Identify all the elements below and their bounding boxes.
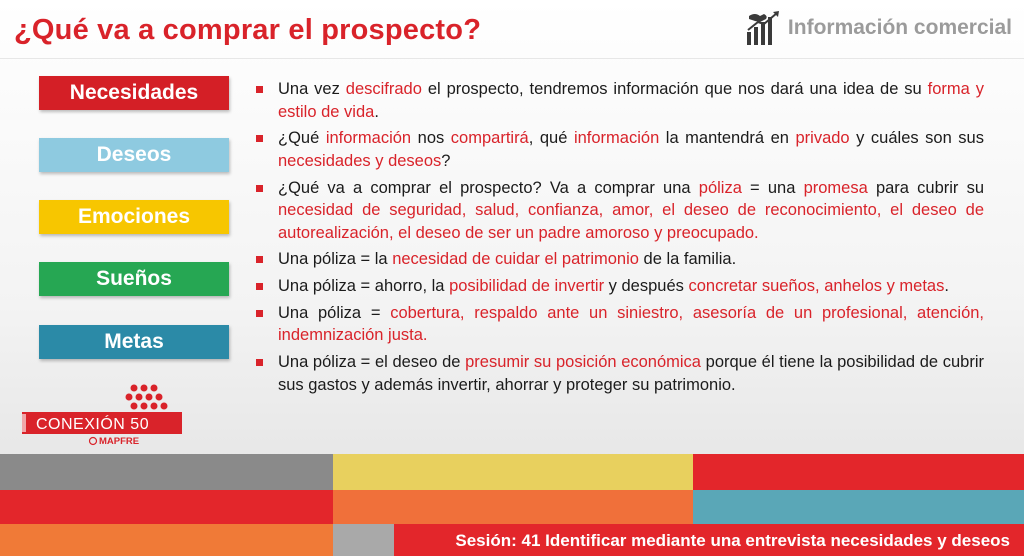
bullet-item: Una póliza = la necesidad de cuidar el patrimonio de la familia. [256, 248, 984, 271]
decor-band [0, 454, 333, 490]
bullet-item: Una vez descifrado el prospecto, tendremos información que nos dará una idea de su forma y estilo de vida. [256, 78, 984, 123]
decor-band [0, 524, 333, 556]
bullet-item: Una póliza = ahorro, la posibilidad de invertir y después concretar sueños, anhelos y metas. [256, 275, 984, 298]
page-title: ¿Qué va a comprar el prospecto? [14, 14, 482, 46]
session-footer: Sesión: 41 Identificar mediante una entrevista necesidades y deseos [455, 531, 1010, 550]
bullet-item: ¿Qué va a comprar el prospecto? Va a comprar una póliza = una promesa para cubrir su necesidad de seguridad, salud, confianza, amor, el deseo de reconocimiento, el deseo de autorealización, el deseo de ser un padre amoroso y preocupado. [256, 177, 984, 245]
pill-suenos: Sueños [39, 262, 229, 296]
title-divider [0, 58, 1024, 59]
bullet-list [256, 78, 984, 401]
bullet-item: Una póliza = cobertura, respaldo ante un siniestro, asesoría de un profesional, atención, indemnización justa. [256, 302, 984, 347]
decor-band [333, 490, 693, 524]
bullet-item: Una póliza = el deseo de presumir su posición económica porque él tiene la posibilidad de cubrir sus gastos y además invertir, ahorrar y proteger su patrimonio. [256, 351, 984, 396]
pill-metas: Metas [39, 325, 229, 359]
svg-text:MAPFRE: MAPFRE [99, 436, 140, 446]
pill-emociones: Emociones [39, 200, 229, 234]
decor-band [693, 454, 1024, 490]
handshake-chart-icon [746, 10, 780, 46]
conexion-50-mapfre-logo [22, 382, 194, 446]
pill-necesidades: Necesidades [39, 76, 229, 110]
pill-deseos: Deseos [39, 138, 229, 172]
svg-text:CONEXIÓN 50: CONEXIÓN 50 [36, 416, 150, 433]
decor-band [693, 490, 1024, 524]
decor-band [333, 454, 693, 490]
decor-band [0, 490, 333, 524]
brand-label: Información comercial [787, 16, 1012, 39]
bullet-item: ¿Qué información nos compartirá, qué información la mantendrá en privado y cuáles son sus necesidades y deseos? [256, 127, 984, 172]
brand-header [746, 8, 1012, 48]
